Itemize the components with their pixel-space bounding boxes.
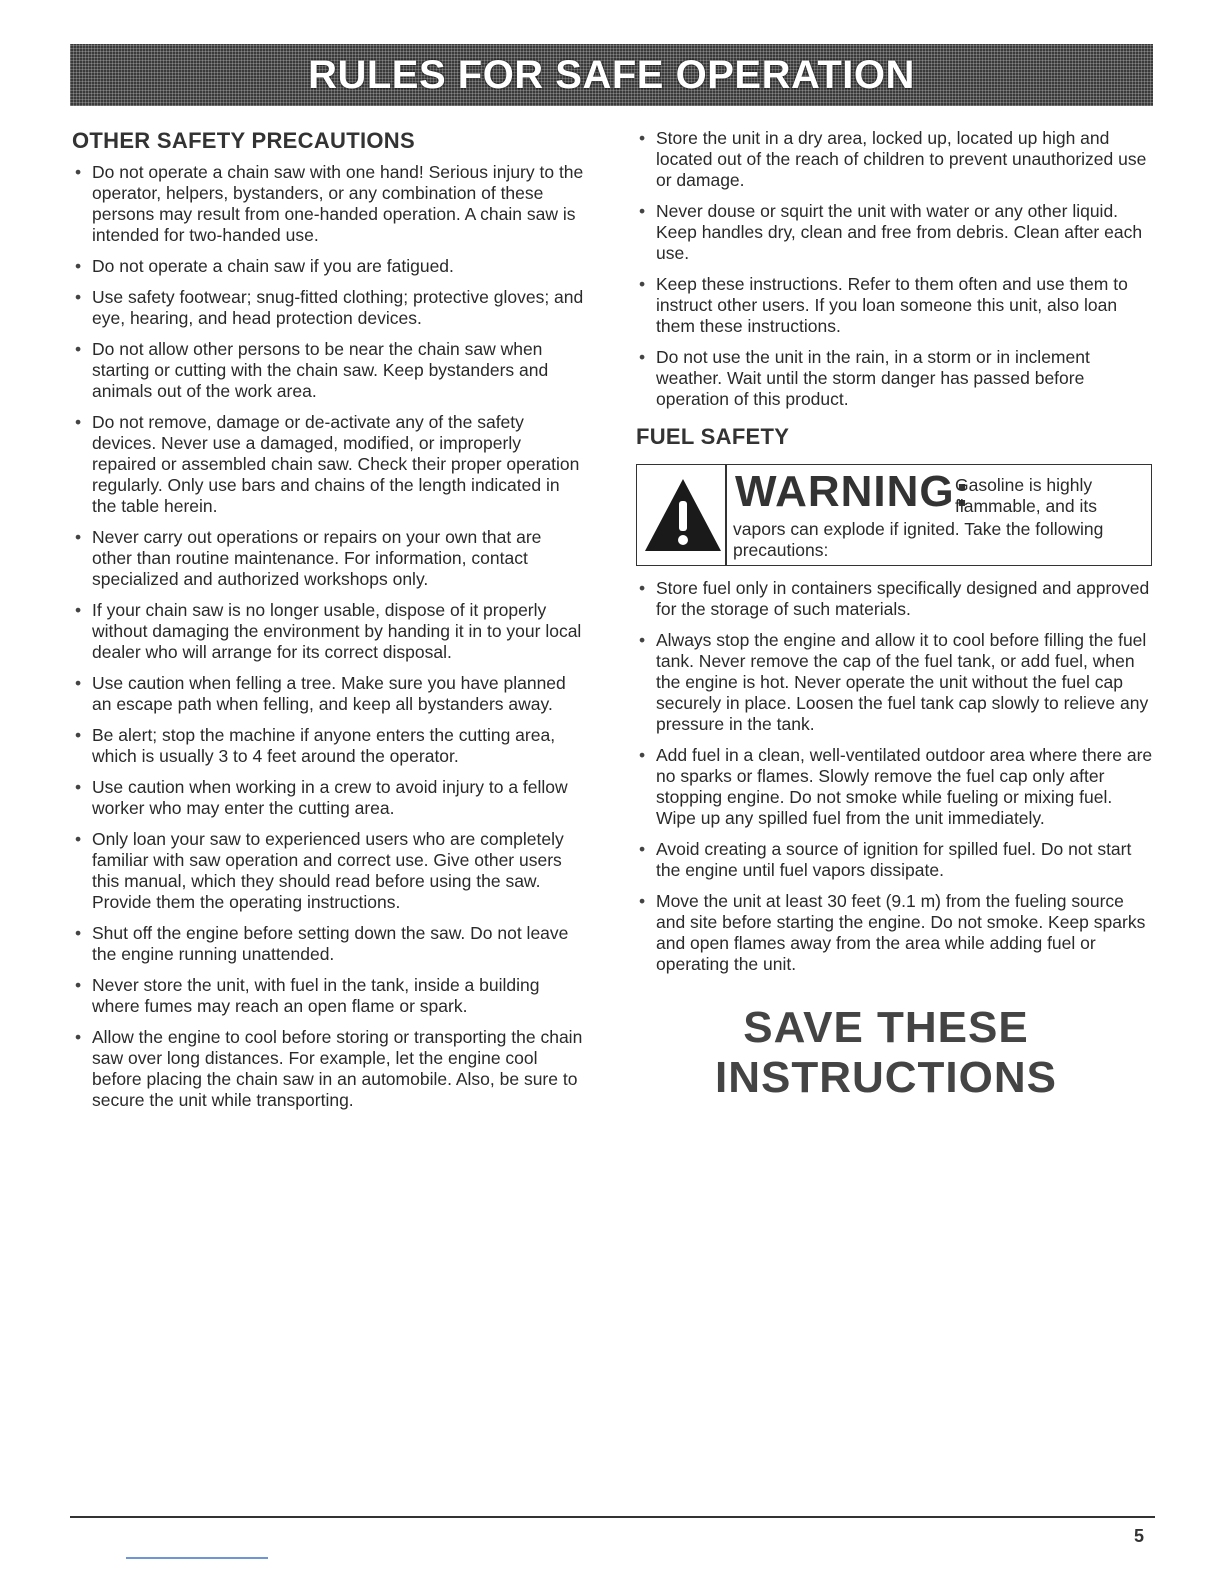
list-item: • Allow the engine to cool before storing or transporting the chain saw over long distances. For example, let the engine cool before placing the chain saw in an automobile. Also, be sure to secure the unit while transporting. <box>72 1027 584 1111</box>
list-item: • Always stop the engine and allow it to cool before filling the fuel tank. Never remove the cap of the fuel tank, or add fuel, when the engine is hot. Never operate the unit without the fuel cap securely in place. Loosen the fuel tank cap slowly to relieve any pressure in the tank. <box>636 630 1156 735</box>
list-item: • Avoid creating a source of ignition for spilled fuel. Do not start the engine until fuel vapors dissipate. <box>636 839 1156 881</box>
warning-word: WARNING: <box>735 467 971 516</box>
blue-underline-mark <box>126 1557 268 1559</box>
other-safety-heading: OTHER SAFETY PRECAUTIONS <box>72 128 415 153</box>
list-item: • Keep these instructions. Refer to them often and use them to instruct other users. If you loan someone this unit, also loan them these instructions. <box>636 274 1156 337</box>
list-item: • Move the unit at least 30 feet (9.1 m) from the fueling source and site before starting the engine. Do not smoke. Keep sparks and open flames away from the area while adding fuel or operating the unit. <box>636 891 1156 975</box>
list-item: • Do not operate a chain saw if you are fatigued. <box>72 256 584 277</box>
fuel-safety-list <box>636 578 1156 975</box>
list-item: • If your chain saw is no longer usable, dispose of it properly without damaging the environment by handing it in to your local dealer who will arrange for its correct disposal. <box>72 600 584 663</box>
list-item: • Never douse or squirt the unit with water or any other liquid. Keep handles dry, clean and free from debris. Clean after each use. <box>636 201 1156 264</box>
list-item: • Shut off the engine before setting down the saw. Do not leave the engine running unattended. <box>72 923 584 965</box>
banner-title: RULES FOR SAFE OPERATION <box>308 52 915 97</box>
save-line-2: INSTRUCTIONS <box>715 1053 1057 1102</box>
other-safety-list <box>72 162 584 1111</box>
warning-triangle-icon <box>643 475 723 555</box>
list-item: • Do not remove, damage or de-activate any of the safety devices. Never use a damaged, modified, or improperly repaired or assembled chain saw. Check their proper operation regularly. Only use bars and chains of the length indicated in the table herein. <box>72 412 584 517</box>
warning-text-1: Gasoline is highly flammable, and its <box>955 475 1098 516</box>
list-item: • Be alert; stop the machine if anyone enters the cutting area, which is usually 3 to 4 feet around the operator. <box>72 725 584 767</box>
page-number: 5 <box>1134 1526 1145 1546</box>
list-item: • Store the unit in a dry area, locked up, located up high and located out of the reach of children to prevent unauthorized use or damage. <box>636 128 1156 191</box>
list-item: • Do not use the unit in the rain, in a storm or in inclement weather. Wait until the storm danger has passed before operation of this product. <box>636 347 1156 410</box>
section-banner <box>70 44 1153 106</box>
footer-rule <box>70 1516 1155 1518</box>
list-item: • Use safety footwear; snug-fitted clothing; protective gloves; and eye, hearing, and head protection devices. <box>72 287 584 329</box>
warning-box <box>636 464 1152 566</box>
list-item: • Store fuel only in containers specifically designed and approved for the storage of such materials. <box>636 578 1156 620</box>
list-item: • Never store the unit, with fuel in the tank, inside a building where fumes may reach an open flame or spark. <box>72 975 584 1017</box>
save-instructions-block <box>636 1003 1156 1103</box>
list-item: • Use caution when working in a crew to avoid injury to a fellow worker who may enter the cutting area. <box>72 777 584 819</box>
storage-list <box>636 128 1156 410</box>
warning-divider <box>725 465 727 565</box>
list-item: • Do not operate a chain saw with one hand! Serious injury to the operator, helpers, bystanders, or any combination of these persons may result from one-handed operation. A chain saw is intended for two-handed use. <box>72 162 584 246</box>
list-item: • Never carry out operations or repairs on your own that are other than routine maintenance. For information, contact specialized and authorized workshops only. <box>72 527 584 590</box>
save-line-1: SAVE THESE <box>743 1003 1029 1052</box>
right-column <box>636 128 1156 1103</box>
fuel-safety-heading: FUEL SAFETY <box>636 424 790 449</box>
list-item: • Use caution when felling a tree. Make sure you have planned an escape path when felling, and keep all bystanders away. <box>72 673 584 715</box>
list-item: • Only loan your saw to experienced users who are completely familiar with saw operation and correct use. Give other users this manual, which they should read before using the saw. Provide them the operating instructions. <box>72 829 584 913</box>
list-item: • Add fuel in a clean, well-ventilated outdoor area where there are no sparks or flames. Slowly remove the fuel cap only after stopping engine. Do not smoke while fueling or mixing fuel. Wipe up any spilled fuel from the unit immediately. <box>636 745 1156 829</box>
list-item: • Do not allow other persons to be near the chain saw when starting or cutting with the chain saw. Keep bystanders and animals out of the work area. <box>72 339 584 402</box>
left-column <box>72 128 584 1121</box>
warning-text-2: vapors can explode if ignited. Take the following precautions: <box>733 519 1104 560</box>
